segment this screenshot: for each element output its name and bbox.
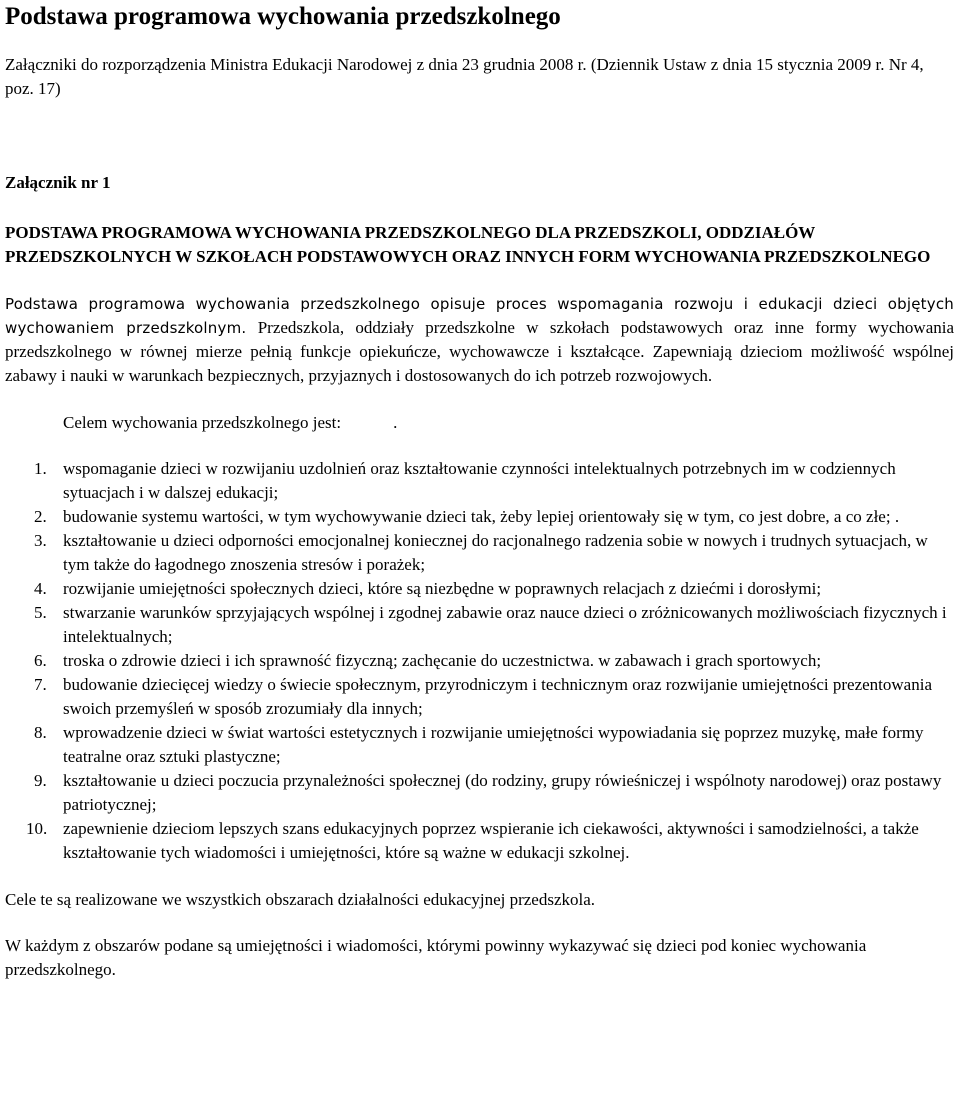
list-item-number: 4. <box>34 579 47 598</box>
list-item-text: zapewnienie dzieciom lepszych szans edukacyjnych poprzez wspieranie ich ciekawości, aktywności i samodzielności, a także kształtowanie tych wiadomości i umiejętności, które są ważne w edukacji szkolnej. <box>63 819 919 862</box>
list-item-text: stwarzanie warunków sprzyjających wspólnej i zgodnej zabawie oraz nauce dzieci o zróżnicowanych możliwościach fizycznych i intelektualnych; <box>63 603 947 646</box>
list-item-text: kształtowanie u dzieci odporności emocjonalnej koniecznej do racjonalnego radzenia sobie w nowych i trudnych sytuacjach, w tym także do łagodnego znoszenia stresów i porażek; <box>63 531 928 574</box>
intro-part-2: Przedszkola, oddziały przedszkolne w szkołach podstawowych oraz inne formy wychowania przedszkolnego w równej mierze pełnią funkcje opiekuńcze, wychowawcze i kształcące. <box>5 318 955 361</box>
goal-intro <box>63 411 956 435</box>
list-item-text: wprowadzenie dzieci w świat wartości estetycznych i rozwijanie umiejętności wypowiadania się poprzez muzykę, małe formy teatralne oraz sztuki plastyczne; <box>63 723 924 766</box>
list-item <box>5 673 956 721</box>
list-item-number: 2. <box>34 507 47 526</box>
list-item <box>5 649 956 673</box>
list-item-text: wspomaganie dzieci w rozwijaniu uzdolnień oraz kształtowanie czynności intelektualnych potrzebnych im w codziennych sytuacjach i w dalszej edukacji; <box>63 459 896 502</box>
list-item <box>5 601 956 649</box>
list-item <box>5 769 956 817</box>
list-item-number: 6. <box>34 651 47 670</box>
goal-intro-suffix: . <box>393 413 398 432</box>
list-item-number: 10. <box>26 819 48 838</box>
document-subtitle: Załączniki do rozporządzenia Ministra Edukacji Narodowej z dnia 23 grudnia 2008 r. (Dziennik Ustaw z dnia 15 stycznia 2009 r. Nr 4, poz. 17) <box>5 55 924 98</box>
list-item <box>5 505 956 529</box>
goal-intro-text: Celem wychowania przedszkolnego jest: <box>63 413 342 432</box>
annex-label: Załącznik nr 1 <box>5 173 111 192</box>
list-item-number: 9. <box>34 771 47 790</box>
list-item-text: kształtowanie u dzieci poczucia przynależności społecznej (do rodziny, grupy rówieśniczej i wspólnoty narodowej) oraz postawy patriotycznej; <box>63 771 942 814</box>
list-item-text: budowanie systemu wartości, w tym wychowywanie dzieci tak, żeby lepiej orientowały się w tym, co jest dobre, a co złe; . <box>63 507 900 526</box>
list-item-number: 3. <box>34 531 47 550</box>
list-item-text: budowanie dziecięcej wiedzy o świecie społecznym, przyrodniczym i technicznym oraz rozwijanie umiejętności prezentowania swoich przemyśleń w sposób zrozumiały dla innych; <box>63 675 933 718</box>
annex-heading: PODSTAWA PROGRAMOWA WYCHOWANIA PRZEDSZKOLNEGO DLA PRZEDSZKOLI, ODDZIAŁÓW PRZEDSZKOLNYCH W SZKOŁACH PODSTAWOWYCH ORAZ INNYCH FORM WYCHOWANIA PRZEDSZKOLNEGO <box>5 223 931 266</box>
list-item-text: rozwijanie umiejętności społecznych dzieci, które są niezbędne w poprawnych relacjach z dziećmi i dorosłymi; <box>63 579 822 598</box>
closing-paragraph-1: Cele te są realizowane we wszystkich obszarach działalności edukacyjnej przedszkola. <box>5 890 596 909</box>
list-item-number: 7. <box>34 675 47 694</box>
closing-paragraph-2: W każdym z obszarów podane są umiejętności i wiadomości, którymi powinny wykazywać się dzieci pod koniec wychowania przedszkolnego. <box>5 936 867 979</box>
list-item <box>5 721 956 769</box>
goals-list <box>5 457 956 865</box>
list-item-number: 8. <box>34 723 47 742</box>
list-item <box>5 817 956 865</box>
page-title: Podstawa programowa wychowania przedszkolnego <box>5 3 561 30</box>
intro-paragraph <box>5 292 956 388</box>
list-item <box>5 529 956 577</box>
intro-part-3: Zapewniają dzieciom możliwość wspólnej zabawy i nauki w warunkach bezpiecznych, przyjaznych i dostosowanych do ich potrzeb rozwojowych. <box>5 342 954 385</box>
list-item-number: 1. <box>34 459 47 478</box>
list-item <box>5 577 956 601</box>
list-item <box>5 457 956 505</box>
intro-part-1: Podstawa programowa wychowania przedszkolnego opisuje proces wspomagania rozwoju i edukacji dzieci objętych wychowaniem przedszkolnym. <box>5 295 954 337</box>
list-item-text: troska o zdrowie dzieci i ich sprawność fizyczną; zachęcanie do uczestnictwa. w zabawach i grach sportowych; <box>63 651 822 670</box>
list-item-number: 5. <box>34 603 47 622</box>
